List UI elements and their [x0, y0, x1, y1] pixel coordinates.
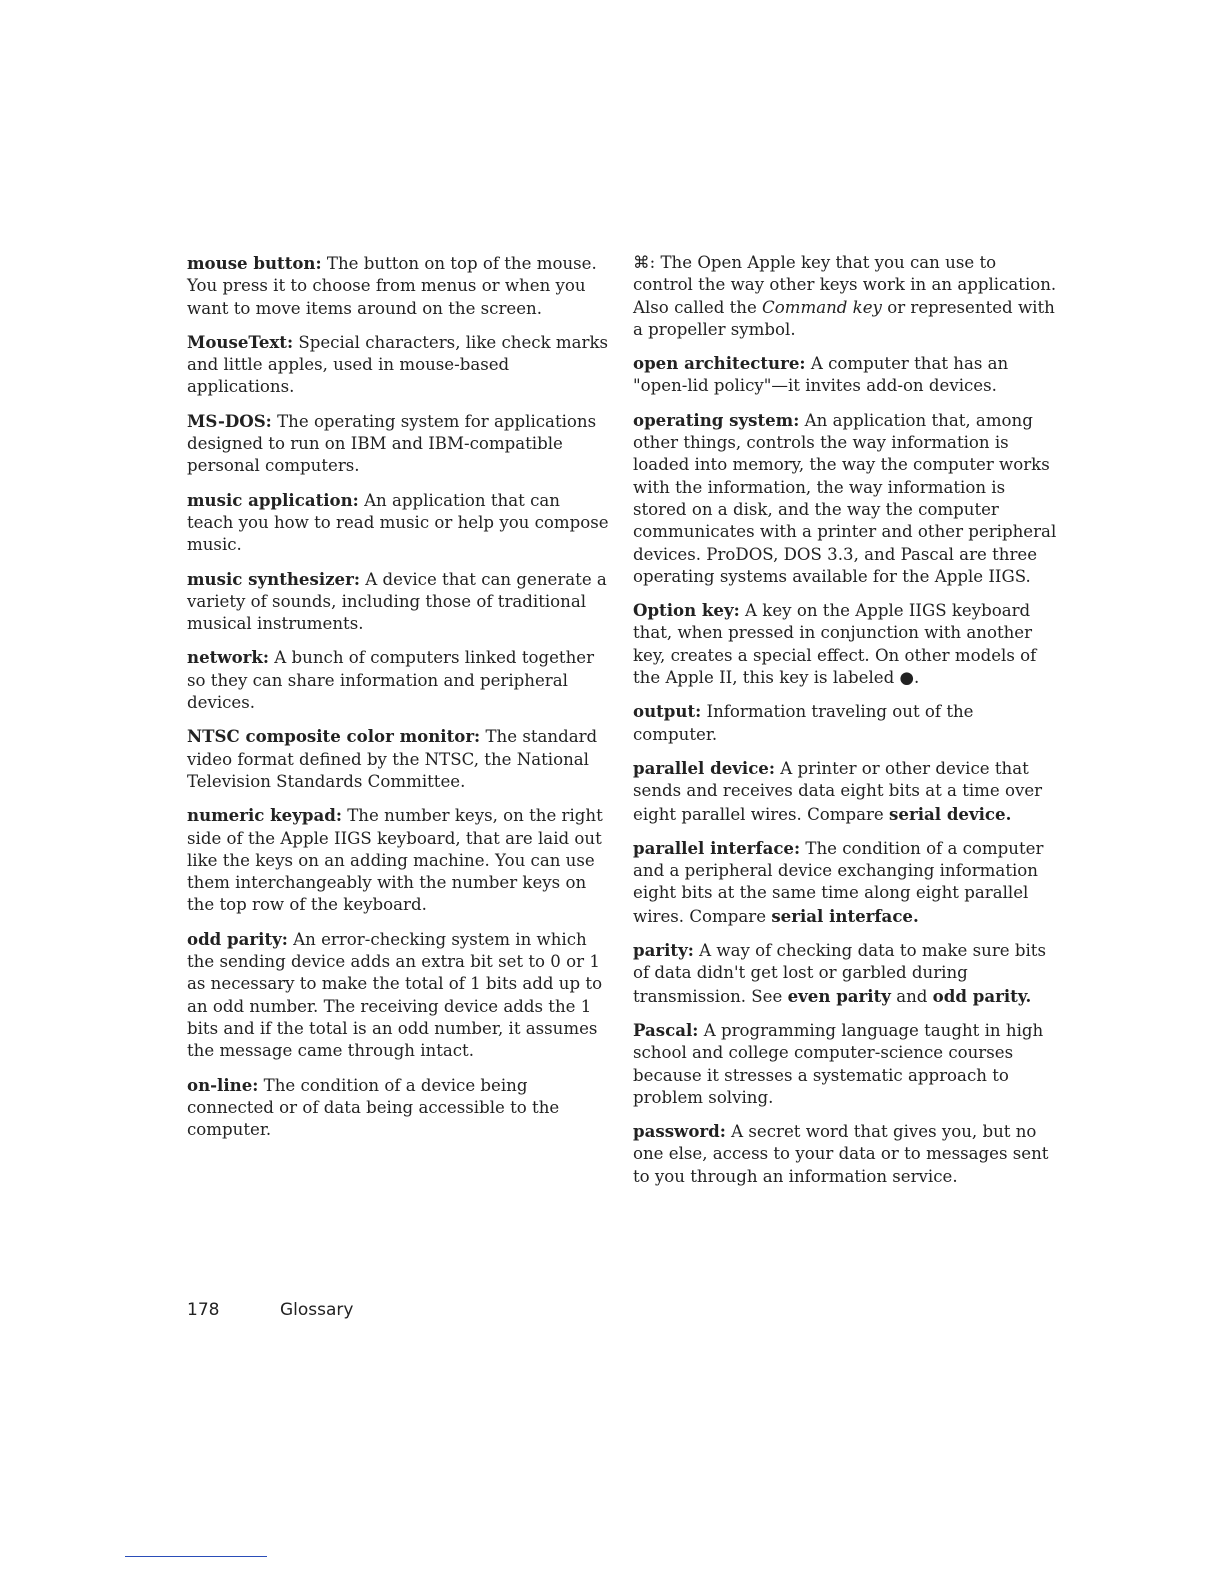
- definition: Special characters, like check marks and little apples, used in mouse-based applications.: [187, 332, 609, 397]
- glossary-term: operating system:: [633, 409, 800, 430]
- glossary-term: MouseText:: [187, 331, 294, 352]
- apple-logo-icon: ●: [899, 668, 914, 688]
- glossary-left-column: [187, 252, 609, 1152]
- glossary-entry: [187, 646, 609, 714]
- glossary-term: Option key:: [633, 600, 740, 621]
- glossary-term: output:: [633, 701, 702, 722]
- command-key-term: Command key: [762, 297, 882, 317]
- glossary-entry: [187, 804, 609, 916]
- bottom-rule-divider: [125, 1556, 267, 1557]
- definition: A printer or other device that sends and receives data eight bits at a time over eight parallel wires. Compare: [633, 758, 1043, 824]
- glossary-entry-pascal: [633, 1019, 1058, 1109]
- definition: A bunch of computers linked together so they can share information and peripheral devices.: [187, 648, 595, 713]
- definition: The condition of a device being connected or of data being accessible to the computer.: [187, 1075, 560, 1140]
- glossary-term: mouse button:: [187, 253, 322, 273]
- cross-reference: odd parity.: [932, 985, 1032, 1006]
- punctuation: .: [913, 668, 920, 688]
- glossary-entry: [187, 725, 609, 793]
- glossary-entry-parallel-device: [633, 757, 1058, 826]
- definition: A computer that has an "open-lid policy"—it invites add-on devices.: [633, 354, 1009, 396]
- open-apple-key-icon: ⌘:: [633, 253, 656, 272]
- conjunction: and: [896, 986, 928, 1006]
- definition: The Open Apple key that you can use to control the way other keys work in an application. Also called the: [633, 253, 1057, 317]
- glossary-entry: [187, 1074, 609, 1142]
- definition: An application that, among other things, controls the way information is loaded into memory, the way the computer works with the information, the way information is stored on a disk, and the way the computer communicates with a printer and other peripheral devices. ProDOS, DOS 3.3, and Pascal are three operating systems available for the Apple IIGS.: [633, 410, 1057, 586]
- glossary-term: open architecture:: [633, 353, 806, 374]
- glossary-entry: [187, 568, 609, 636]
- glossary-term: odd parity:: [187, 928, 288, 949]
- glossary-entry: [187, 410, 609, 478]
- glossary-term: music application:: [187, 489, 359, 510]
- definition: A secret word that gives you, but no one else, access to your data or to messages sent to you through an information service.: [633, 1122, 1049, 1186]
- glossary-term: MS-DOS:: [187, 410, 272, 431]
- glossary-entry: [187, 928, 609, 1063]
- glossary-term: numeric keypad:: [187, 805, 342, 826]
- page-number: 178: [187, 1300, 220, 1320]
- glossary-entry-output: [633, 700, 1058, 746]
- definition: An error-checking system in which the sending device adds an extra bit set to 0 or 1 as necessary to make the total of 1 bits add up to an odd number. The receiving device adds the 1 bits and if the total is an odd number, it assumes the message came through intact.: [187, 929, 603, 1061]
- definition: The button on top of the mouse. You press it to choose from menus or when you want to move items around on the screen.: [187, 254, 597, 318]
- glossary-term: network:: [187, 647, 270, 668]
- glossary-entry-password: [633, 1120, 1058, 1188]
- definition: or represented with a propeller symbol.: [633, 297, 1055, 339]
- glossary-entry-operating-system: [633, 409, 1058, 588]
- glossary-term: NTSC composite color monitor:: [187, 726, 481, 747]
- definition: The operating system for applications designed to run on IBM and IBM-compatible personal computers.: [187, 411, 597, 476]
- glossary-entry: [187, 331, 609, 399]
- cross-reference: serial interface.: [771, 905, 919, 926]
- glossary-entry: [187, 252, 609, 320]
- glossary-right-column: [633, 252, 1058, 1199]
- definition: A key on the Apple IIGS keyboard that, when pressed in conjunction with another key, creates a special effect. On other models of the Apple II, this key is labeled: [633, 601, 1037, 688]
- glossary-term: password:: [633, 1121, 726, 1142]
- cross-reference: serial device.: [889, 803, 1012, 824]
- definition: A way of checking data to make sure bits of data didn't get lost or garbled during transmission. See: [633, 941, 1046, 1006]
- definition: Information traveling out of the computer.: [633, 702, 974, 744]
- definition: A device that can generate a variety of sounds, including those of traditional musical instruments.: [187, 569, 607, 634]
- glossary-entry-open-architecture: [633, 352, 1058, 398]
- glossary-term: Pascal:: [633, 1019, 699, 1040]
- definition: The number keys, on the right side of the Apple IIGS keyboard, that are laid out like the keys on an adding machine. You can use them interchangeably with the number keys on the top row of the keyboard.: [187, 806, 603, 915]
- glossary-entry-option-key: [633, 599, 1058, 689]
- glossary-entry-open-apple: [633, 252, 1058, 341]
- glossary-term: parity:: [633, 940, 694, 961]
- glossary-term: on-line:: [187, 1074, 259, 1095]
- glossary-term: music synthesizer:: [187, 568, 360, 589]
- cross-reference: even parity: [787, 985, 891, 1006]
- definition: An application that can teach you how to read music or help you compose music.: [187, 490, 609, 555]
- definition: The condition of a computer and a peripheral device exchanging information eight bits at the same time along eight parallel wires. Compare: [633, 838, 1044, 926]
- glossary-term: parallel interface:: [633, 837, 801, 858]
- glossary-term: parallel device:: [633, 757, 775, 778]
- glossary-entry: [187, 489, 609, 557]
- glossary-entry-parity: [633, 939, 1058, 1008]
- definition: The standard video format defined by the NTSC, the National Television Standards Committee.: [187, 727, 598, 791]
- definition: A programming language taught in high school and college computer-science courses because it stresses a systematic approach to problem solving.: [633, 1020, 1044, 1107]
- glossary-entry-parallel-interface: [633, 837, 1058, 928]
- section-title: Glossary: [280, 1300, 354, 1320]
